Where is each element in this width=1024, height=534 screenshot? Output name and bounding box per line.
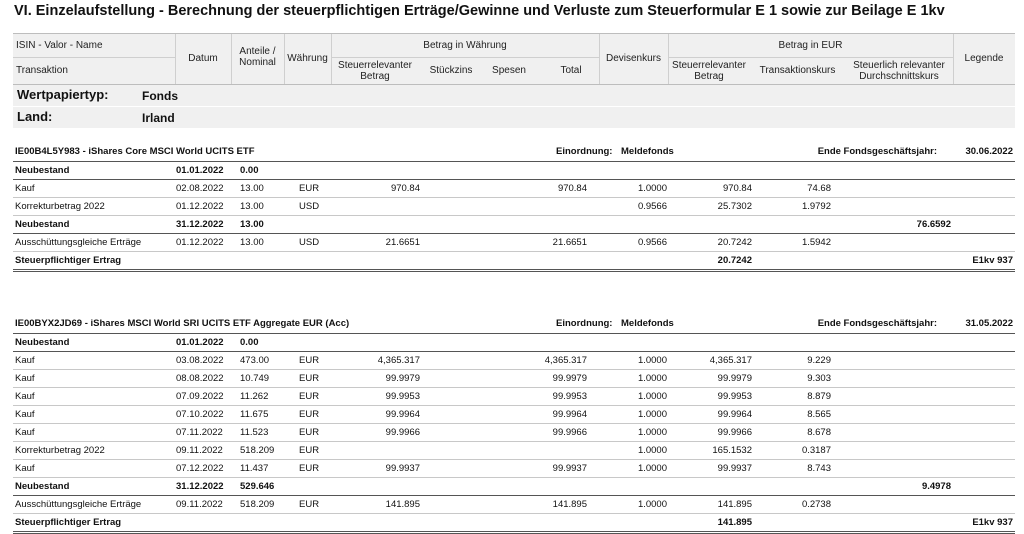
einordnung-value: Meldefonds	[621, 146, 674, 157]
cell-transaktion: Korrekturbetrag 2022	[15, 201, 105, 212]
cell-betrag-eur: 25.7302	[717, 201, 752, 212]
cell-transaktion: Steuerpflichtiger Ertrag	[15, 517, 122, 528]
cell-steuerrelevanter-betrag: 99.9937	[385, 463, 420, 474]
cell-betrag-eur: 141.895	[717, 499, 752, 510]
cell-transaktion: Ausschüttungsgleiche Erträge	[15, 499, 142, 510]
cell-devisenkurs: 0.9566	[637, 237, 667, 248]
cell-transaktionskurs: 8.678	[807, 427, 831, 438]
cell-devisenkurs: 1.0000	[637, 373, 667, 384]
header-transaktionskurs: Transaktionskurs	[759, 65, 836, 76]
cell-datum: 03.08.2022	[176, 355, 224, 366]
cell-anteile: 0.00	[240, 337, 259, 348]
cell-total: 4,365.317	[544, 355, 587, 366]
header-durchschnittskurs: Durchschnittskurs	[859, 71, 939, 82]
cell-transaktion: Korrekturbetrag 2022	[15, 445, 105, 456]
cell-anteile: 13.00	[240, 201, 264, 212]
land-band	[13, 107, 1015, 128]
table-row	[13, 180, 1015, 198]
header-betrag-waehrung: Betrag in Währung	[423, 40, 507, 51]
cell-anteile: 518.209	[240, 445, 275, 456]
cell-transaktion: Kauf	[15, 391, 35, 402]
cell-datum: 01.12.2022	[176, 237, 224, 248]
cell-legende: E1kv 937	[972, 255, 1013, 266]
cell-waehrung: EUR	[299, 391, 320, 402]
cell-transaktion: Kauf	[15, 463, 35, 474]
cell-waehrung: EUR	[299, 463, 320, 474]
cell-steuerrelevanter-betrag: 970.84	[390, 183, 420, 194]
cell-anteile: 13.00	[240, 219, 264, 230]
cell-anteile: 13.00	[240, 237, 264, 248]
cell-legende: E1kv 937	[972, 517, 1013, 528]
cell-transaktion: Neubestand	[15, 219, 70, 230]
cell-total: 99.9964	[552, 409, 587, 420]
cell-datum: 09.11.2022	[176, 445, 223, 456]
cell-datum: 07.09.2022	[176, 391, 224, 402]
cell-transaktionskurs: 0.2738	[801, 499, 831, 510]
cell-transaktionskurs: 1.5942	[801, 237, 831, 248]
wertpapiertyp-band	[13, 85, 1015, 106]
header-isin: ISIN - Valor - Name	[16, 40, 103, 51]
cell-total: 99.9966	[552, 427, 587, 438]
cell-transaktion: Ausschüttungsgleiche Erträge	[15, 237, 142, 248]
cell-transaktion: Steuerpflichtiger Ertrag	[15, 255, 122, 266]
table-row	[13, 352, 1015, 370]
table-row	[13, 514, 1015, 534]
cell-datum: 02.08.2022	[176, 183, 224, 194]
table-row	[13, 496, 1015, 514]
cell-waehrung: EUR	[299, 445, 320, 456]
cell-steuerrelevanter-betrag: 141.895	[385, 499, 420, 510]
column-header	[13, 33, 1015, 85]
einordnung-label: Einordnung:	[556, 146, 613, 157]
table-row	[13, 198, 1015, 216]
cell-waehrung: EUR	[299, 183, 320, 194]
cell-transaktionskurs: 8.743	[807, 463, 831, 474]
cell-datum: 31.12.2022	[176, 219, 224, 230]
cell-betrag-eur: 99.9937	[717, 463, 752, 474]
cell-betrag-eur: 141.895	[717, 517, 752, 528]
fund-name: IE00B4L5Y983 - iShares Core MSCI World UCITS ETF	[15, 146, 255, 157]
cell-steuerrelevanter-betrag: 21.6651	[385, 237, 420, 248]
cell-waehrung: EUR	[299, 355, 320, 366]
cell-total: 99.9979	[552, 373, 587, 384]
einordnung-value: Meldefonds	[621, 318, 674, 329]
header-anteile: Anteile /	[239, 46, 276, 57]
header-steuerrelevanter-eur: Steuerrelevanter	[672, 60, 746, 71]
cell-transaktionskurs: 74.68	[807, 183, 831, 194]
cell-transaktionskurs: 8.565	[807, 409, 831, 420]
cell-datum: 01.01.2022	[176, 337, 224, 348]
table-row	[13, 252, 1015, 272]
cell-transaktion: Kauf	[15, 373, 35, 384]
cell-betrag-eur: 20.7242	[717, 237, 752, 248]
cell-total: 99.9937	[552, 463, 587, 474]
cell-steuerrelevanter-betrag: 99.9966	[385, 427, 420, 438]
fondsgeschaeftsjahr-label: Ende Fondsgeschäftsjahr:	[817, 318, 937, 329]
header-datum: Datum	[188, 53, 218, 64]
wertpapiertyp-label: Wertpapiertyp:	[17, 87, 109, 102]
header-devisenkurs: Devisenkurs	[605, 53, 662, 64]
cell-datum: 08.08.2022	[176, 373, 224, 384]
table-row	[13, 478, 1015, 496]
header-steuerrelevanter: Steuerrelevanter	[338, 60, 412, 71]
cell-anteile: 529.646	[240, 481, 275, 492]
cell-transaktionskurs: 0.3187	[801, 445, 831, 456]
header-betrag: Betrag	[360, 71, 390, 82]
cell-devisenkurs: 1.0000	[637, 427, 667, 438]
table-row	[13, 388, 1015, 406]
cell-durchschnittskurs: 9.4978	[921, 481, 951, 492]
land-label: Land:	[17, 109, 53, 124]
cell-transaktionskurs: 8.879	[807, 391, 831, 402]
table-row	[13, 424, 1015, 442]
cell-anteile: 473.00	[240, 355, 270, 366]
cell-transaktion: Kauf	[15, 183, 35, 194]
header-transaktion: Transaktion	[16, 65, 68, 76]
fund-name: IE00BYX2JD69 - iShares MSCI World SRI UCITS ETF Aggregate EUR (Acc)	[15, 318, 350, 329]
header-nominal: Nominal	[239, 57, 276, 68]
wertpapiertyp-value: Fonds	[142, 89, 178, 103]
section-header	[13, 144, 1015, 161]
cell-anteile: 518.209	[240, 499, 275, 510]
cell-datum: 09.11.2022	[176, 499, 223, 510]
cell-anteile: 11.523	[240, 427, 269, 438]
cell-betrag-eur: 165.1532	[712, 445, 752, 456]
cell-waehrung: USD	[299, 201, 320, 212]
table-row	[13, 161, 1015, 180]
cell-steuerrelevanter-betrag: 99.9979	[385, 373, 420, 384]
section-header	[13, 316, 1015, 333]
cell-anteile: 0.00	[240, 165, 259, 176]
cell-devisenkurs: 1.0000	[637, 499, 667, 510]
cell-anteile: 11.437	[240, 463, 269, 474]
cell-devisenkurs: 1.0000	[637, 463, 667, 474]
table-row	[13, 370, 1015, 388]
page-title: VI. Einzelaufstellung - Berechnung der steuerpflichtigen Erträge/Gewinne und Verluste zum Steuerformular E 1 sowie zur Beilage E 1kv	[14, 3, 945, 19]
fondsgeschaeftsjahr-label: Ende Fondsgeschäftsjahr:	[817, 146, 937, 157]
header-spesen: Spesen	[492, 65, 526, 76]
cell-datum: 07.10.2022	[176, 409, 224, 420]
cell-total: 141.895	[552, 499, 587, 510]
cell-total: 99.9953	[552, 391, 587, 402]
cell-datum: 01.12.2022	[176, 201, 224, 212]
cell-betrag-eur: 99.9964	[717, 409, 752, 420]
cell-waehrung: USD	[299, 237, 320, 248]
table-row	[13, 442, 1015, 460]
cell-anteile: 11.675	[240, 409, 269, 420]
header-total: Total	[560, 65, 582, 76]
land-value: Irland	[142, 111, 175, 125]
cell-betrag-eur: 99.9979	[717, 373, 752, 384]
section-ie00b4l5y983	[13, 144, 1015, 272]
cell-transaktion: Kauf	[15, 355, 35, 366]
cell-betrag-eur: 970.84	[722, 183, 752, 194]
header-steuerlich: Steuerlich relevanter	[853, 60, 945, 71]
section-ie00byx2jd69	[13, 316, 1015, 534]
cell-devisenkurs: 1.0000	[637, 391, 667, 402]
cell-datum: 31.12.2022	[176, 481, 224, 492]
cell-waehrung: EUR	[299, 499, 320, 510]
cell-steuerrelevanter-betrag: 99.9953	[385, 391, 420, 402]
cell-betrag-eur: 20.7242	[717, 255, 752, 266]
cell-betrag-eur: 99.9953	[717, 391, 752, 402]
cell-transaktion: Neubestand	[15, 337, 70, 348]
cell-waehrung: EUR	[299, 409, 320, 420]
cell-devisenkurs: 1.0000	[637, 355, 667, 366]
cell-devisenkurs: 0.9566	[637, 201, 667, 212]
einordnung-label: Einordnung:	[556, 318, 613, 329]
cell-betrag-eur: 4,365.317	[709, 355, 752, 366]
header-betrag-eur: Betrag in EUR	[778, 40, 843, 51]
table-row	[13, 234, 1015, 252]
cell-transaktionskurs: 9.303	[807, 373, 831, 384]
cell-anteile: 11.262	[240, 391, 269, 402]
header-stueckzins: Stückzins	[429, 65, 473, 76]
cell-anteile: 10.749	[240, 373, 270, 384]
cell-steuerrelevanter-betrag: 99.9964	[385, 409, 420, 420]
cell-waehrung: EUR	[299, 427, 320, 438]
fondsgeschaeftsjahr-value: 30.06.2022	[965, 146, 1013, 157]
cell-transaktion: Kauf	[15, 409, 35, 420]
cell-datum: 07.12.2022	[176, 463, 224, 474]
cell-steuerrelevanter-betrag: 4,365.317	[377, 355, 420, 366]
cell-datum: 01.01.2022	[176, 165, 224, 176]
cell-datum: 07.11.2022	[176, 427, 223, 438]
fondsgeschaeftsjahr-value: 31.05.2022	[965, 318, 1013, 329]
cell-total: 21.6651	[552, 237, 587, 248]
cell-devisenkurs: 1.0000	[637, 183, 667, 194]
cell-waehrung: EUR	[299, 373, 320, 384]
cell-transaktion: Neubestand	[15, 165, 70, 176]
cell-devisenkurs: 1.0000	[637, 445, 667, 456]
cell-anteile: 13.00	[240, 183, 264, 194]
cell-transaktionskurs: 9.229	[807, 355, 831, 366]
cell-durchschnittskurs: 76.6592	[916, 219, 951, 230]
cell-total: 970.84	[557, 183, 587, 194]
header-waehrung: Währung	[287, 53, 328, 64]
table-row	[13, 406, 1015, 424]
table-row	[13, 460, 1015, 478]
cell-transaktionskurs: 1.9792	[801, 201, 831, 212]
cell-transaktion: Neubestand	[15, 481, 70, 492]
header-legende: Legende	[964, 53, 1004, 64]
cell-betrag-eur: 99.9966	[717, 427, 752, 438]
cell-transaktion: Kauf	[15, 427, 35, 438]
cell-devisenkurs: 1.0000	[637, 409, 667, 420]
table-row	[13, 333, 1015, 352]
header-betrag-eur-sub: Betrag	[694, 71, 724, 82]
table-row	[13, 216, 1015, 234]
